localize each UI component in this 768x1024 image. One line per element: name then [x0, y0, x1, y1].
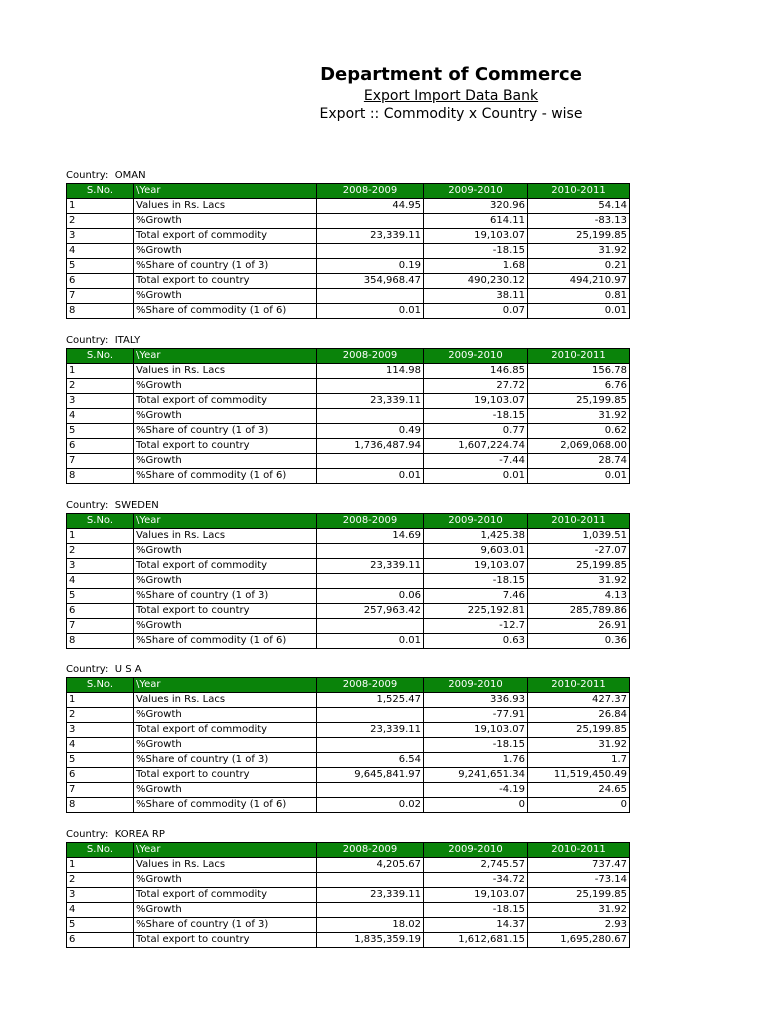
table-cell: 490,230.12: [424, 274, 528, 289]
table-cell: 0.49: [317, 424, 424, 439]
table-cell: 1,695,280.67: [528, 933, 630, 948]
table-cell: 2: [67, 379, 134, 394]
column-header: \Year: [134, 514, 317, 529]
table-cell: [317, 783, 424, 798]
table-cell: 7: [67, 289, 134, 304]
table-cell: %Share of country (1 of 3): [134, 259, 317, 274]
column-header: 2009-2010: [424, 514, 528, 529]
table-cell: 54.14: [528, 199, 630, 214]
page-title: Department of Commerce: [320, 64, 582, 85]
table-cell: %Growth: [134, 783, 317, 798]
table-row: [67, 933, 630, 948]
table-cell: 23,339.11: [317, 888, 424, 903]
table-row: [67, 888, 630, 903]
table-cell: 336.93: [424, 693, 528, 708]
table-row: [67, 379, 630, 394]
table-row: [67, 274, 630, 289]
page-subtitle: Export Import Data Bank: [363, 88, 539, 104]
table-cell: 494,210.97: [528, 274, 630, 289]
table-cell: 8: [67, 469, 134, 484]
table-cell: 6: [67, 439, 134, 454]
table-cell: 23,339.11: [317, 723, 424, 738]
table-cell: 0.21: [528, 259, 630, 274]
table-cell: [317, 619, 424, 634]
table-row: [67, 604, 630, 619]
table-cell: 1,607,224.74: [424, 439, 528, 454]
column-header: \Year: [134, 184, 317, 199]
column-header: \Year: [134, 843, 317, 858]
table-cell: Total export to country: [134, 274, 317, 289]
table-cell: 4.13: [528, 589, 630, 604]
table-cell: 0: [424, 798, 528, 813]
table-header-row: [67, 184, 630, 199]
column-header: S.No.: [67, 514, 134, 529]
column-header: 2008-2009: [317, 843, 424, 858]
table-cell: 114.98: [317, 364, 424, 379]
table-cell: Total export to country: [134, 439, 317, 454]
table-cell: Values in Rs. Lacs: [134, 693, 317, 708]
table-cell: 2,069,068.00: [528, 439, 630, 454]
table-cell: 225,192.81: [424, 604, 528, 619]
column-header: 2010-2011: [528, 678, 630, 693]
table-row: [67, 858, 630, 873]
table-cell: 285,789.86: [528, 604, 630, 619]
table-cell: 8: [67, 304, 134, 319]
table-cell: [317, 708, 424, 723]
table-cell: Total export to country: [134, 933, 317, 948]
table-cell: [317, 409, 424, 424]
country-section: [66, 333, 629, 484]
table-cell: [317, 738, 424, 753]
table-cell: 156.78: [528, 364, 630, 379]
table-cell: Total export to country: [134, 604, 317, 619]
table-row: [67, 439, 630, 454]
table-cell: 0.19: [317, 259, 424, 274]
table-cell: 1: [67, 693, 134, 708]
table-cell: 4: [67, 738, 134, 753]
table-cell: 354,968.47: [317, 274, 424, 289]
table-cell: [317, 214, 424, 229]
table-cell: Total export of commodity: [134, 229, 317, 244]
table-cell: 1.7: [528, 753, 630, 768]
country-section: [66, 662, 629, 813]
column-header: S.No.: [67, 843, 134, 858]
table-cell: 31.92: [528, 244, 630, 259]
country-section: [66, 498, 629, 649]
table-cell: Values in Rs. Lacs: [134, 364, 317, 379]
table-cell: 4: [67, 574, 134, 589]
column-header: 2009-2010: [424, 678, 528, 693]
table-cell: 14.69: [317, 529, 424, 544]
export-table: [66, 513, 630, 649]
table-row: [67, 768, 630, 783]
table-cell: 1,736,487.94: [317, 439, 424, 454]
table-cell: -18.15: [424, 574, 528, 589]
table-cell: 4: [67, 903, 134, 918]
table-cell: 19,103.07: [424, 888, 528, 903]
column-header: S.No.: [67, 678, 134, 693]
table-cell: 2.93: [528, 918, 630, 933]
column-header: 2008-2009: [317, 678, 424, 693]
table-cell: 0.07: [424, 304, 528, 319]
table-cell: 1,425.38: [424, 529, 528, 544]
table-cell: 5: [67, 753, 134, 768]
table-cell: 8: [67, 798, 134, 813]
table-row: [67, 229, 630, 244]
column-header: 2008-2009: [317, 184, 424, 199]
table-cell: %Share of commodity (1 of 6): [134, 469, 317, 484]
table-cell: Total export of commodity: [134, 394, 317, 409]
table-cell: 3: [67, 723, 134, 738]
table-cell: %Growth: [134, 289, 317, 304]
country-section: [66, 168, 629, 319]
table-cell: 5: [67, 259, 134, 274]
table-cell: 19,103.07: [424, 723, 528, 738]
table-cell: 3: [67, 559, 134, 574]
table-cell: 26.84: [528, 708, 630, 723]
column-header: 2010-2011: [528, 184, 630, 199]
table-cell: 23,339.11: [317, 394, 424, 409]
table-cell: 3: [67, 229, 134, 244]
table-cell: [317, 454, 424, 469]
table-row: [67, 289, 630, 304]
table-cell: 1: [67, 199, 134, 214]
table-cell: %Growth: [134, 903, 317, 918]
export-table: [66, 183, 630, 319]
table-cell: 3: [67, 394, 134, 409]
table-cell: [317, 289, 424, 304]
table-cell: -77.91: [424, 708, 528, 723]
table-cell: -27.07: [528, 544, 630, 559]
table-cell: 28.74: [528, 454, 630, 469]
table-cell: 2: [67, 544, 134, 559]
table-cell: 0.01: [528, 469, 630, 484]
table-cell: 6.54: [317, 753, 424, 768]
table-row: [67, 394, 630, 409]
table-cell: 9,241,651.34: [424, 768, 528, 783]
table-cell: 0.36: [528, 634, 630, 649]
table-cell: 1.76: [424, 753, 528, 768]
table-cell: 0.63: [424, 634, 528, 649]
column-header: 2009-2010: [424, 349, 528, 364]
table-cell: 0.01: [317, 469, 424, 484]
table-cell: [317, 574, 424, 589]
table-cell: 31.92: [528, 738, 630, 753]
table-cell: Values in Rs. Lacs: [134, 858, 317, 873]
table-cell: 2: [67, 708, 134, 723]
table-cell: 614.11: [424, 214, 528, 229]
table-cell: 6: [67, 604, 134, 619]
table-row: [67, 798, 630, 813]
table-row: [67, 873, 630, 888]
table-cell: %Growth: [134, 619, 317, 634]
table-cell: 0.01: [424, 469, 528, 484]
table-header-row: [67, 678, 630, 693]
table-row: [67, 903, 630, 918]
table-cell: [317, 873, 424, 888]
table-cell: -83.13: [528, 214, 630, 229]
table-cell: 11,519,450.49: [528, 768, 630, 783]
table-row: [67, 454, 630, 469]
table-cell: 24.65: [528, 783, 630, 798]
table-cell: 6: [67, 933, 134, 948]
table-cell: -7.44: [424, 454, 528, 469]
table-cell: %Growth: [134, 544, 317, 559]
column-header: 2009-2010: [424, 184, 528, 199]
table-row: [67, 259, 630, 274]
table-cell: [317, 903, 424, 918]
table-cell: %Growth: [134, 244, 317, 259]
table-cell: 1: [67, 858, 134, 873]
table-cell: %Growth: [134, 873, 317, 888]
table-cell: 0.01: [317, 304, 424, 319]
table-cell: 320.96: [424, 199, 528, 214]
table-cell: 9,603.01: [424, 544, 528, 559]
table-row: [67, 918, 630, 933]
table-cell: 2,745.57: [424, 858, 528, 873]
table-cell: 2: [67, 873, 134, 888]
table-cell: 25,199.85: [528, 888, 630, 903]
table-cell: 4,205.67: [317, 858, 424, 873]
table-cell: -12.7: [424, 619, 528, 634]
table-cell: 7: [67, 619, 134, 634]
table-cell: 25,199.85: [528, 559, 630, 574]
country-label: Country: U S A: [66, 664, 142, 675]
table-cell: 31.92: [528, 409, 630, 424]
column-header: 2008-2009: [317, 349, 424, 364]
table-cell: 5: [67, 424, 134, 439]
table-cell: 427.37: [528, 693, 630, 708]
table-cell: 44.95: [317, 199, 424, 214]
table-cell: %Growth: [134, 379, 317, 394]
table-cell: 6: [67, 274, 134, 289]
column-header: S.No.: [67, 184, 134, 199]
table-cell: 18.02: [317, 918, 424, 933]
table-cell: %Growth: [134, 214, 317, 229]
table-cell: 0.02: [317, 798, 424, 813]
table-row: [67, 723, 630, 738]
table-row: [67, 244, 630, 259]
table-row: [67, 544, 630, 559]
column-header: \Year: [134, 349, 317, 364]
table-cell: %Growth: [134, 708, 317, 723]
column-header: 2009-2010: [424, 843, 528, 858]
table-cell: 19,103.07: [424, 229, 528, 244]
table-cell: %Share of commodity (1 of 6): [134, 634, 317, 649]
table-cell: Values in Rs. Lacs: [134, 529, 317, 544]
table-cell: [317, 244, 424, 259]
table-cell: 1,039.51: [528, 529, 630, 544]
table-row: [67, 469, 630, 484]
table-cell: 26.91: [528, 619, 630, 634]
table-cell: 1.68: [424, 259, 528, 274]
table-cell: 8: [67, 634, 134, 649]
table-cell: %Share of country (1 of 3): [134, 753, 317, 768]
table-header-row: [67, 514, 630, 529]
table-cell: 1,612,681.15: [424, 933, 528, 948]
table-cell: %Share of country (1 of 3): [134, 589, 317, 604]
table-cell: 4: [67, 244, 134, 259]
table-cell: 23,339.11: [317, 559, 424, 574]
table-cell: [317, 379, 424, 394]
table-cell: 31.92: [528, 903, 630, 918]
table-cell: 5: [67, 918, 134, 933]
table-cell: 4: [67, 409, 134, 424]
table-cell: 6: [67, 768, 134, 783]
table-cell: 6.76: [528, 379, 630, 394]
table-cell: 0.06: [317, 589, 424, 604]
table-cell: 27.72: [424, 379, 528, 394]
table-cell: %Share of country (1 of 3): [134, 918, 317, 933]
table-cell: 0.77: [424, 424, 528, 439]
table-row: [67, 708, 630, 723]
table-row: [67, 783, 630, 798]
table-row: [67, 753, 630, 768]
table-cell: -18.15: [424, 244, 528, 259]
table-row: [67, 693, 630, 708]
table-header-row: [67, 843, 630, 858]
table-cell: -18.15: [424, 409, 528, 424]
column-header: 2008-2009: [317, 514, 424, 529]
table-cell: Values in Rs. Lacs: [134, 199, 317, 214]
column-header: 2010-2011: [528, 349, 630, 364]
table-row: [67, 409, 630, 424]
table-cell: 1,525.47: [317, 693, 424, 708]
table-row: [67, 364, 630, 379]
table-cell: 25,199.85: [528, 229, 630, 244]
table-cell: 0: [528, 798, 630, 813]
table-cell: 25,199.85: [528, 723, 630, 738]
export-table: [66, 842, 630, 948]
table-header-row: [67, 349, 630, 364]
column-header: S.No.: [67, 349, 134, 364]
table-cell: [317, 544, 424, 559]
table-cell: 3: [67, 888, 134, 903]
table-cell: %Growth: [134, 454, 317, 469]
table-cell: Total export of commodity: [134, 723, 317, 738]
table-cell: Total export to country: [134, 768, 317, 783]
table-cell: -18.15: [424, 903, 528, 918]
table-cell: 7: [67, 454, 134, 469]
table-cell: 0.81: [528, 289, 630, 304]
table-cell: %Growth: [134, 738, 317, 753]
table-cell: 7: [67, 783, 134, 798]
table-cell: 23,339.11: [317, 229, 424, 244]
table-cell: 0.62: [528, 424, 630, 439]
table-cell: Total export of commodity: [134, 888, 317, 903]
table-cell: 1: [67, 529, 134, 544]
report-description: Export :: Commodity x Country - wise: [319, 106, 583, 122]
table-cell: 0.01: [317, 634, 424, 649]
country-label: Country: OMAN: [66, 170, 146, 181]
table-cell: 0.01: [528, 304, 630, 319]
column-header: \Year: [134, 678, 317, 693]
export-table: [66, 348, 630, 484]
table-cell: 737.47: [528, 858, 630, 873]
table-cell: 7.46: [424, 589, 528, 604]
table-cell: 38.11: [424, 289, 528, 304]
country-label: Country: SWEDEN: [66, 500, 159, 511]
table-row: [67, 214, 630, 229]
table-cell: 1,835,359.19: [317, 933, 424, 948]
table-cell: 14.37: [424, 918, 528, 933]
export-table: [66, 677, 630, 813]
column-header: 2010-2011: [528, 514, 630, 529]
table-row: [67, 619, 630, 634]
table-cell: %Share of country (1 of 3): [134, 424, 317, 439]
table-row: [67, 574, 630, 589]
table-cell: %Share of commodity (1 of 6): [134, 304, 317, 319]
table-cell: 25,199.85: [528, 394, 630, 409]
table-cell: 1: [67, 364, 134, 379]
country-label: Country: ITALY: [66, 335, 141, 346]
table-cell: -4.19: [424, 783, 528, 798]
table-cell: %Growth: [134, 574, 317, 589]
table-cell: 146.85: [424, 364, 528, 379]
table-cell: 19,103.07: [424, 394, 528, 409]
table-cell: -18.15: [424, 738, 528, 753]
table-row: [67, 589, 630, 604]
table-row: [67, 559, 630, 574]
table-row: [67, 424, 630, 439]
table-cell: Total export of commodity: [134, 559, 317, 574]
table-row: [67, 529, 630, 544]
table-row: [67, 634, 630, 649]
table-row: [67, 199, 630, 214]
table-cell: 31.92: [528, 574, 630, 589]
table-cell: 19,103.07: [424, 559, 528, 574]
table-cell: %Share of commodity (1 of 6): [134, 798, 317, 813]
column-header: 2010-2011: [528, 843, 630, 858]
country-section: [66, 827, 629, 948]
table-cell: -73.14: [528, 873, 630, 888]
table-cell: 9,645,841.97: [317, 768, 424, 783]
table-cell: 257,963.42: [317, 604, 424, 619]
country-label: Country: KOREA RP: [66, 829, 165, 840]
table-cell: %Growth: [134, 409, 317, 424]
table-row: [67, 304, 630, 319]
table-row: [67, 738, 630, 753]
table-cell: 5: [67, 589, 134, 604]
table-cell: -34.72: [424, 873, 528, 888]
table-cell: 2: [67, 214, 134, 229]
